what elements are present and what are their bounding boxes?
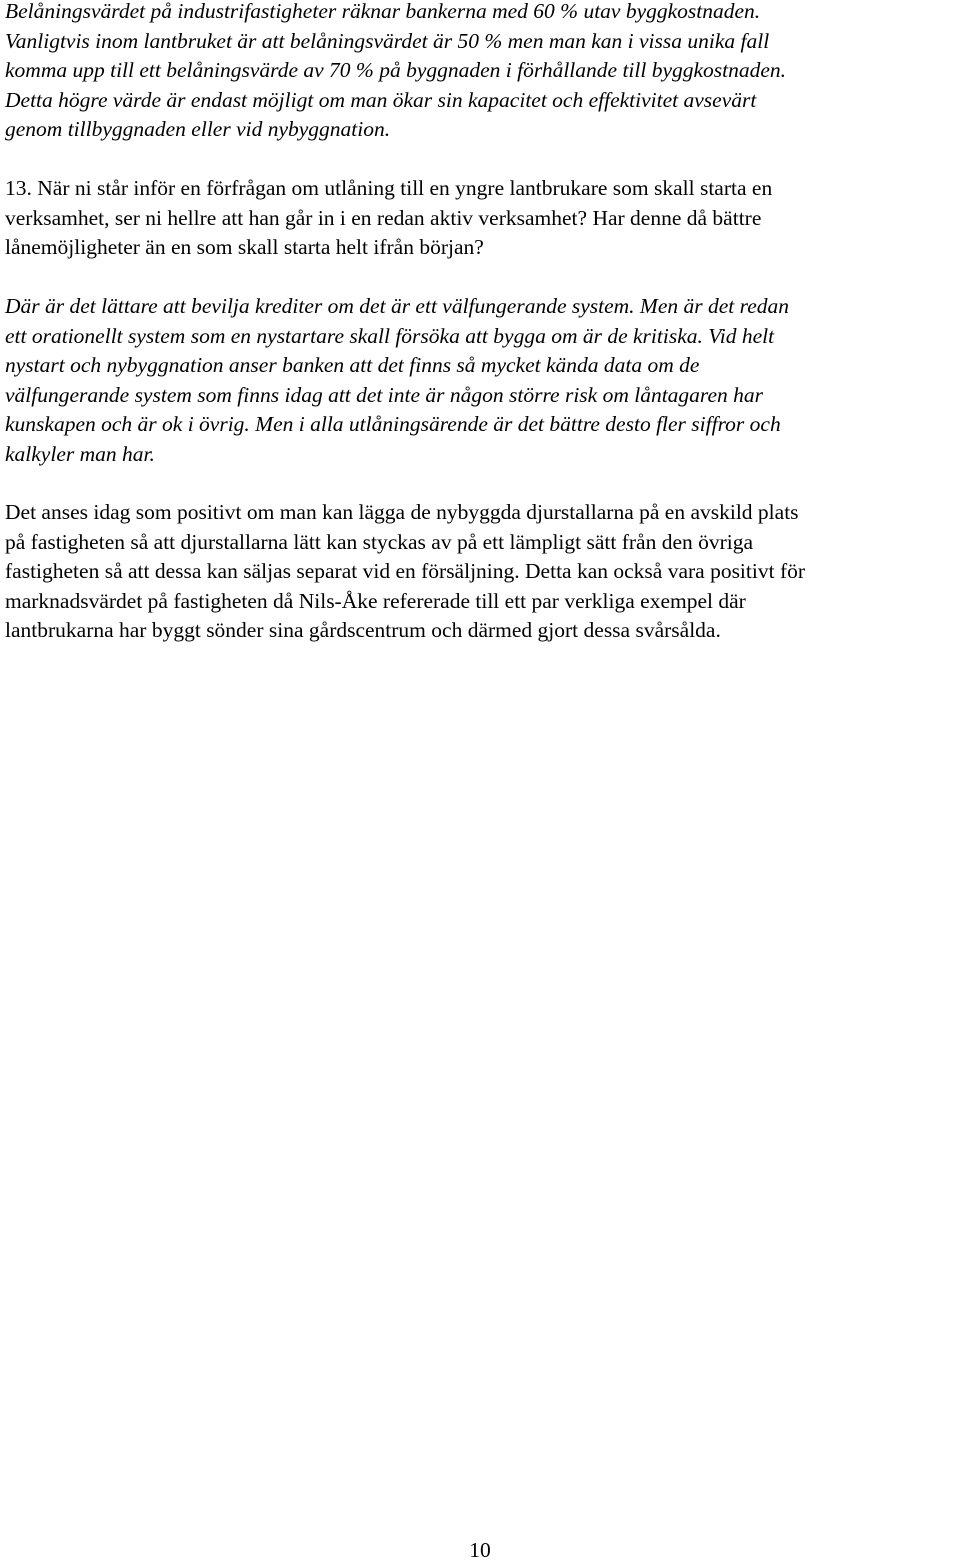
text-line: Vanligtvis inom lantbruket är att belåningsvärdet är 50 % men man kan i vissa unika fall [5, 28, 770, 53]
text-line: ett orationellt system som en nystartare skall försöka att bygga om är de kritiska. Vid helt [5, 323, 775, 348]
text-line: verksamhet, ser ni hellre att han går in i en redan aktiv verksamhet? Har denne då bättre [5, 205, 762, 230]
text-line: Där är det lättare att bevilja krediter om det är ett välfungerande system. Men är det redan [5, 294, 790, 318]
text-line: 13. När ni står inför en förfrågan om utlåning till en yngre lantbrukare som skall starta en [5, 176, 773, 200]
text-line: kunskapen och är ok i övrig. Men i alla utlåningsärende är det bättre desto fler siffror och [5, 412, 781, 436]
text-line: Detta högre värde är endast möjligt om man ökar sin kapacitet och effektivitet avsevärt [5, 87, 757, 112]
text-line: Det anses idag som positivt om man kan lägga de nybyggda djurstallarna på en avskild plats [5, 500, 799, 524]
text-line: på fastigheten så att djurstallarna lätt kan styckas av på ett lämpligt sätt från den övriga [5, 529, 754, 554]
text-line: komma upp till ett belåningsvärde av 70 % på byggnaden i förhållande till byggkostnaden. [5, 58, 787, 82]
question-13 [5, 174, 957, 263]
text-line: fastigheten så att dessa kan säljas separat vid en försäljning. Detta kan också vara positivt för [5, 559, 806, 583]
text-line: välfungerande system som finns idag att det inte är någon större risk om låntagaren har [5, 382, 764, 407]
paragraph-beloningsvarde [5, 0, 957, 145]
text-line: kalkyler man har. [5, 441, 155, 466]
text-line: genom tillbyggnaden eller vid nybyggnation. [5, 117, 391, 141]
answer-13 [5, 292, 957, 469]
page-number: 10 [469, 1538, 491, 1562]
text-line: lånemöjligheter än en som skall starta helt ifrån början? [5, 235, 484, 259]
text-line: nystart och nybyggnation anser banken att det finns så mycket kända data om de [5, 353, 700, 377]
text-line: Belåningsvärdet på industrifastigheter räknar bankerna med 60 % utav byggkostnaden. [5, 0, 761, 23]
text-line: lantbrukarna har byggt sönder sina gårdscentrum och därmed gjort dessa svårsålda. [5, 618, 721, 642]
text-line: marknadsvärdet på fastigheten då Nils-Åke refererade till ett par verkliga exempel där [5, 588, 746, 613]
paragraph-djurstallar [5, 498, 957, 646]
